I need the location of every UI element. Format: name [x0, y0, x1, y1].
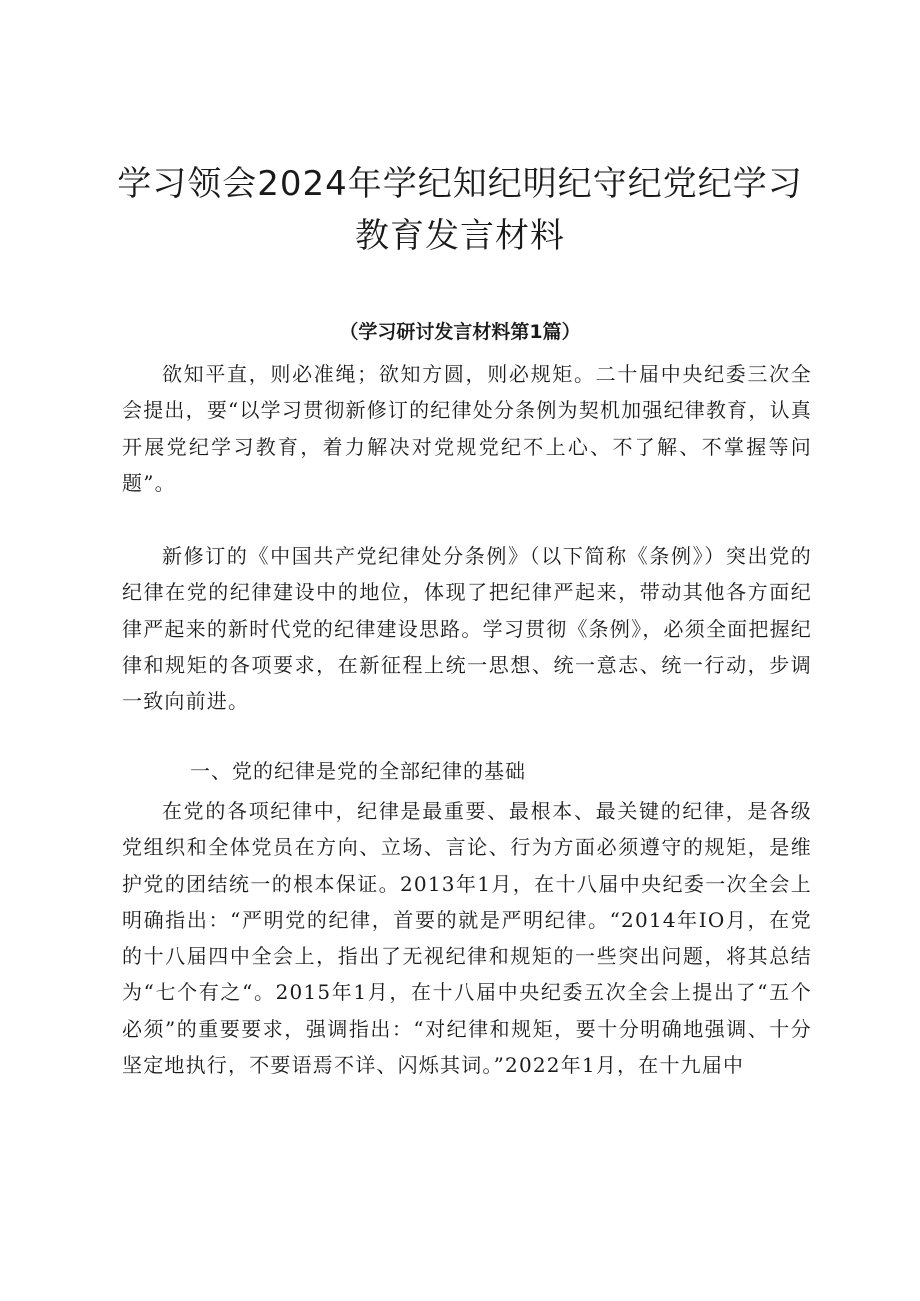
paragraph-discipline: 在党的各项纪律中，纪律是最重要、最根本、最关键的纪律，是各级党组织和全体党员在方向、立场、言论、行为方面必须遵守的规矩，是维护党的团结统一的根本保证。2013年1月，在十八届中央纪委一次全会上明确指出：“严明党的纪律，首要的就是严明纪律。“2014年IO月，在党的十八届四中全会上，指出了无视纪律和规矩的一些突出问题，将其总结为“七个有之“。2015年1月，在十八届中央纪委五次全会上提出了“五个必须”的重要要求，强调指出：“对纪律和规矩，要十分明确地强调、十分坚定地执行，不要语焉不详、闪烁其词。”2022年1月，在十九届中 — [122, 799, 812, 1078]
section-heading-1: 一、党的纪律是党的全部纪律的基础 — [190, 759, 526, 783]
document-title-line-1: 学习领会2024年学纪知纪明纪守纪党纪学习 — [117, 164, 803, 204]
paragraph-regulation: 新修订的《中国共产党纪律处分条例》（以下简称《条例》）突出党的纪律在党的纪律建设中的地位，体现了把纪律严起来，带动其他各方面纪律严起来的新时代党的纪律建设思路。学习贯彻《条例》，必须全面把握纪律和规矩的各项要求，在新征程上统一思想、统一意志、统一行动，步调一致向前进。 — [122, 544, 812, 714]
paragraph-intro: 欲知平直，则必准绳；欲知方圆，则必规矩。二十届中央纪委三次全会提出，要“以学习贯彻新修订的纪律处分条例为契机加强纪律教育，认真开展党纪学习教育，着力解决对党规党纪不上心、不了解、不掌握等问题”。 — [122, 362, 812, 495]
document-title-line-2: 教育发言材料 — [355, 216, 565, 256]
document-subtitle: （学习研讨发言材料第1篇） — [339, 321, 581, 343]
